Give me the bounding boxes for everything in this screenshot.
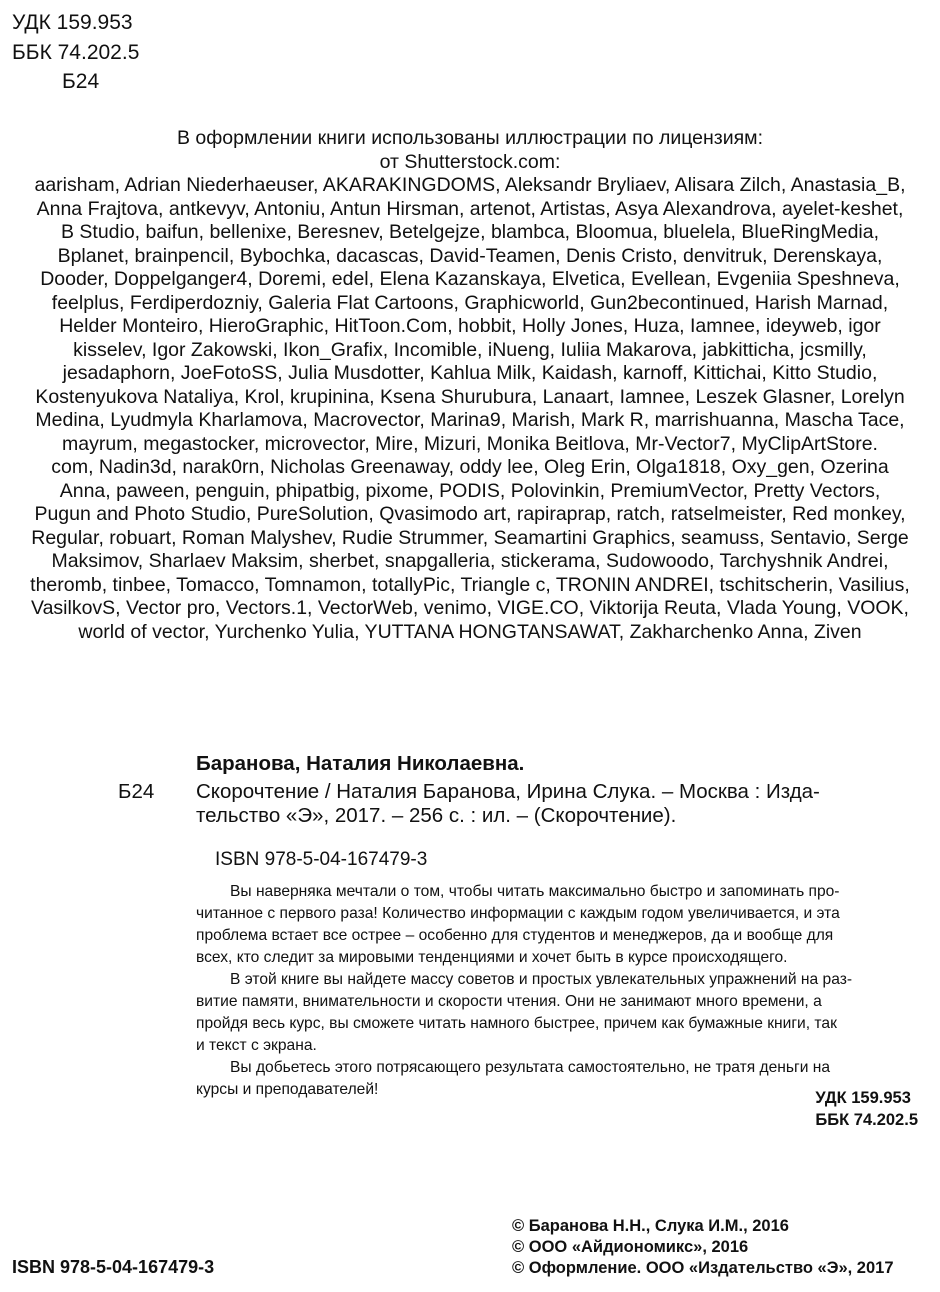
credits-line: feelplus, Ferdiperdozniy, Galeria Flat Cartoons, Graphicworld, Gun2becontinued, Harish Marnad, [51,291,889,314]
copyright-line: © Баранова Н.Н., Слука И.М., 2016 [512,1217,789,1235]
credits-line: Helder Monteiro, HieroGraphic, HitToon.Com, hobbit, Holly Jones, Huza, Iamnee, ideyweb, igor [59,315,881,337]
top-author-sign: Б24 [62,70,100,93]
credits-line: Pugun and Photo Studio, PureSolution, Qvasimodo art, rapiraprap, ratch, ratselmeister, Red monkey, [34,503,906,525]
credits-line: от Shutterstock.com: [379,150,561,173]
catalog-code: Б24 [118,780,155,803]
annotation-line: Вы наверняка мечтали о том, чтобы читать максимально быстро и запоминать про- [230,883,840,900]
credits-line: B Studio, baifun, bellenixe, Beresnev, Betelgejze, blambca, Bloomua, bluelela, BlueRingMedia, [60,221,880,243]
catalog-description [196,780,926,828]
annotation-line: проблема встает все острее – особенно для студентов и менеджеров, да и вообще для [196,927,834,944]
copyright-block [512,1216,894,1279]
credits-line: aarisham, Adrian Niederhaeuser, AKARAKINGDOMS, Aleksandr Bryliaev, Alisara Zilch, Anastasia_B, [34,174,906,196]
credits-line: mayrum, megastocker, microvector, Mire, Mizuri, Monika Beitlova, Mr-Vector7, MyClipArtStore. [62,432,878,455]
top-udk: УДК 159.953 [12,11,133,34]
top-bbk: ББК 74.202.5 [12,41,140,64]
copyright-line: © Оформление. ООО «Издательство «Э», 2017 [512,1259,894,1277]
footer-udk: УДК 159.953 [815,1089,911,1107]
annotation-line: Вы добьетесь этого потрясающего результата самостоятельно, не тратя деньги на [230,1059,831,1076]
credits-line: Medina, Lyudmyla Kharlamova, Macrovector, Marina9, Marish, Mark R, marrishuanna, Mascha Tace, [35,409,905,431]
footer-codes [815,1087,918,1131]
description-line: Скорочтение / Наталия Баранова, Ирина Слука. – Москва : Изда- [196,780,820,803]
catalog-isbn: ISBN 978-5-04-167479-3 [215,849,428,870]
credits-line: Bplanet, brainpencil, Bybochka, dacascas, David-Teamen, Denis Cristo, denvitruk, Derenskaya, [57,244,883,267]
credits-line: Maksimov, Sharlaev Maksim, sherbet, snapgalleria, stickerama, Sudowoodo, Tarchyshnik Andrei, [51,550,889,572]
credits-line: theromb, tinbee, Tomacco, Tomnamon, totallyPic, Triangle c, TRONIN ANDREI, tschitscherin, Vasilius, [30,573,910,596]
annotation [196,881,926,1101]
annotation-line: В этой книге вы найдете массу советов и простых увлекательных упражнений на раз- [230,971,853,988]
footer-bbk: ББК 74.202.5 [815,1111,918,1129]
copyright-line: © ООО «Айдиономикс», 2016 [512,1238,749,1256]
bottom-isbn: ISBN 978-5-04-167479-3 [12,1257,215,1277]
credits-line: Regular, robuart, Roman Malyshev, Rudie Strummer, Seamartini Graphics, seamuss, Sentavio, Serge [31,526,909,549]
credits-line: В оформлении книги использованы иллюстрации по лицензиям: [176,127,764,149]
credits-line: world of vector, Yurchenko Yulia, YUTTANA HONGTANSAWAT, Zakharchenko Anna, Ziven [78,620,862,643]
illustration-credits [10,127,930,644]
credits-line: Dooder, Doppelganger4, Doremi, edel, Elena Kazanskaya, Elvetica, Evellean, Evgeniia Speshneva, [40,268,900,290]
annotation-line: курсы и преподавателей! [196,1081,379,1098]
catalog-author: Баранова, Наталия Николаевна. [196,752,525,775]
annotation-line: пройдя весь курс, вы сможете читать намного быстрее, причем как бумажные книги, так [196,1015,837,1032]
credits-line: Anna, paween, penguin, phipatbig, pixome, PODIS, Polovinkin, PremiumVector, Pretty Vectors, [59,479,881,502]
credits-line: Kostenyukova Nataliya, Krol, krupinina, Ksena Shurubura, Lanaart, Iamnee, Leszek Glasner, Lorelyn [35,385,905,408]
credits-line: VasilkovS, Vector pro, Vectors.1, VectorWeb, venimo, VIGE.CO, Viktorija Reuta, Vlada Young, VOOK, [31,597,909,619]
credits-line: com, Nadin3d, narak0rn, Nicholas Greenaway, oddy lee, Oleg Erin, Olga1818, Oxy_gen, Ozerina [51,456,889,478]
annotation-line: читанное с первого раза! Количество информации с каждым годом увеличивается, и эта [196,905,840,922]
description-line: тельство «Э», 2017. – 256 с. : ил. – (Скорочтение). [196,804,677,827]
credits-line: jesadaphorn, JoeFotoSS, Julia Musdotter, Kahlua Milk, Kaidash, karnoff, Kittichai, Kitto Studio, [62,362,878,384]
credits-line: Anna Frajtova, antkevyv, Antoniu, Antun Hirsman, artenot, Artistas, Asya Alexandrova, ayelet-keshet, [36,197,904,220]
annotation-line: витие памяти, внимательности и скорости чтения. Они не занимают много времени, а [196,993,822,1010]
annotation-line: всех, кто следит за мировыми тенденциями и хочет быть в курсе происходящего. [196,949,788,966]
credits-line: kisselev, Igor Zakowski, Ikon_Grafix, Incomible, iNueng, Iuliia Makarova, jabkitticha, jcsmilly, [73,338,867,361]
annotation-line: и текст с экрана. [196,1037,317,1054]
